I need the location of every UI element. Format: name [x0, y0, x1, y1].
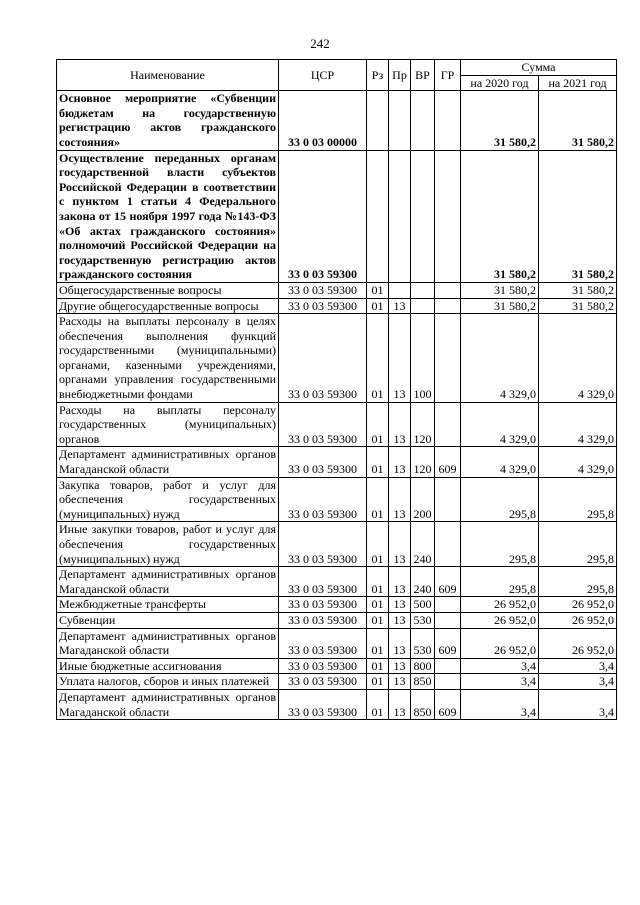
table-row [57, 567, 617, 597]
cell-vr [411, 282, 435, 298]
cell-gr: 609 [435, 447, 461, 477]
header-pr: Пр [389, 60, 411, 91]
cell-gr [435, 402, 461, 447]
cell-pr: 13 [389, 298, 411, 314]
cell-name: Расходы на выплаты персоналу в целях обеспечения выполнения функций государственными (муниципальными) органами, казенными учреждениями, органами управления государственными внебюджетными фондами [57, 314, 279, 403]
cell-csr: 33 0 03 59300 [279, 567, 367, 597]
table-row [57, 314, 617, 403]
cell-name: Уплата налогов, сборов и иных платежей [57, 674, 279, 690]
header-sum: Сумма [461, 60, 617, 76]
cell-gr [435, 522, 461, 567]
cell-pr: 13 [389, 522, 411, 567]
cell-pr: 13 [389, 447, 411, 477]
cell-name: Субвенции [57, 612, 279, 628]
table-row [57, 447, 617, 477]
table-row [57, 628, 617, 658]
cell-sum-2020: 31 580,2 [461, 298, 539, 314]
table-row [57, 612, 617, 628]
cell-name: Основное мероприятие «Субвенции бюджетам на государственную регистрацию актов гражданского состояния» [57, 91, 279, 150]
cell-csr: 33 0 03 59300 [279, 689, 367, 719]
cell-vr: 530 [411, 612, 435, 628]
cell-name: Департамент административных органов Магаданской области [57, 567, 279, 597]
cell-csr: 33 0 03 59300 [279, 658, 367, 674]
cell-pr: 13 [389, 628, 411, 658]
table-row [57, 402, 617, 447]
cell-csr: 33 0 03 00000 [279, 91, 367, 150]
table-row [57, 91, 617, 150]
cell-sum-2021: 26 952,0 [539, 628, 617, 658]
header-year-2021: на 2021 год [539, 75, 617, 91]
table-row [57, 282, 617, 298]
cell-sum-2020: 4 329,0 [461, 314, 539, 403]
cell-sum-2021: 295,8 [539, 522, 617, 567]
cell-rz: 01 [367, 282, 389, 298]
cell-name: Осуществление переданных органам государственной власти субъектов Российской Федерации в соответствии с пунктом 1 статьи 4 Федерального закона от 15 ноября 1997 года №143-ФЗ «Об актах гражданского состояния» полномочий Российской Федерации на государственную регистрацию актов гражданского состояния [57, 150, 279, 282]
cell-name: Межбюджетные трансферты [57, 597, 279, 613]
table-row [57, 477, 617, 522]
cell-rz: 01 [367, 597, 389, 613]
cell-name: Департамент административных органов Магаданской области [57, 689, 279, 719]
cell-sum-2021: 31 580,2 [539, 91, 617, 150]
cell-rz: 01 [367, 298, 389, 314]
cell-vr: 200 [411, 477, 435, 522]
cell-rz [367, 150, 389, 282]
cell-gr [435, 612, 461, 628]
cell-pr: 13 [389, 612, 411, 628]
cell-vr [411, 91, 435, 150]
cell-gr [435, 674, 461, 690]
cell-sum-2021: 4 329,0 [539, 447, 617, 477]
cell-rz: 01 [367, 658, 389, 674]
cell-sum-2020: 31 580,2 [461, 91, 539, 150]
cell-pr [389, 91, 411, 150]
cell-gr [435, 314, 461, 403]
cell-csr: 33 0 03 59300 [279, 612, 367, 628]
cell-sum-2021: 3,4 [539, 674, 617, 690]
cell-sum-2020: 31 580,2 [461, 150, 539, 282]
cell-csr: 33 0 03 59300 [279, 402, 367, 447]
cell-gr [435, 282, 461, 298]
cell-sum-2020: 26 952,0 [461, 612, 539, 628]
cell-name: Департамент административных органов Магаданской области [57, 628, 279, 658]
cell-rz: 01 [367, 314, 389, 403]
cell-pr: 13 [389, 314, 411, 403]
cell-vr: 240 [411, 567, 435, 597]
table-row [57, 597, 617, 613]
cell-sum-2021: 26 952,0 [539, 597, 617, 613]
cell-sum-2020: 295,8 [461, 477, 539, 522]
cell-sum-2021: 4 329,0 [539, 314, 617, 403]
cell-pr [389, 282, 411, 298]
cell-gr [435, 91, 461, 150]
cell-gr [435, 658, 461, 674]
cell-gr [435, 150, 461, 282]
cell-rz: 01 [367, 689, 389, 719]
table-row [57, 150, 617, 282]
cell-pr: 13 [389, 689, 411, 719]
cell-sum-2020: 4 329,0 [461, 402, 539, 447]
cell-sum-2021: 3,4 [539, 689, 617, 719]
cell-sum-2020: 26 952,0 [461, 628, 539, 658]
cell-rz: 01 [367, 477, 389, 522]
cell-csr: 33 0 03 59300 [279, 298, 367, 314]
cell-name: Иные закупки товаров, работ и услуг для обеспечения государственных (муниципальных) нужд [57, 522, 279, 567]
cell-sum-2020: 295,8 [461, 567, 539, 597]
cell-sum-2021: 31 580,2 [539, 298, 617, 314]
header-gr: ГР [435, 60, 461, 91]
cell-vr: 120 [411, 447, 435, 477]
table-row [57, 522, 617, 567]
cell-gr [435, 298, 461, 314]
cell-rz: 01 [367, 612, 389, 628]
table-row [57, 689, 617, 719]
cell-csr: 33 0 03 59300 [279, 282, 367, 298]
cell-rz: 01 [367, 567, 389, 597]
cell-sum-2020: 295,8 [461, 522, 539, 567]
cell-pr: 13 [389, 567, 411, 597]
table-body [57, 91, 617, 720]
cell-rz: 01 [367, 628, 389, 658]
cell-csr: 33 0 03 59300 [279, 522, 367, 567]
cell-vr [411, 150, 435, 282]
cell-sum-2021: 3,4 [539, 658, 617, 674]
cell-gr: 609 [435, 689, 461, 719]
header-year-2020: на 2020 год [461, 75, 539, 91]
cell-sum-2021: 31 580,2 [539, 150, 617, 282]
cell-pr: 13 [389, 402, 411, 447]
cell-sum-2020: 3,4 [461, 674, 539, 690]
table-header [57, 60, 617, 91]
header-name: Наименование [57, 60, 279, 91]
cell-name: Общегосударственные вопросы [57, 282, 279, 298]
cell-pr: 13 [389, 674, 411, 690]
header-vr: ВР [411, 60, 435, 91]
cell-vr [411, 298, 435, 314]
header-csr: ЦСР [279, 60, 367, 91]
cell-vr: 530 [411, 628, 435, 658]
cell-sum-2020: 4 329,0 [461, 447, 539, 477]
cell-sum-2021: 295,8 [539, 477, 617, 522]
cell-rz: 01 [367, 674, 389, 690]
cell-vr: 500 [411, 597, 435, 613]
cell-vr: 240 [411, 522, 435, 567]
cell-csr: 33 0 03 59300 [279, 674, 367, 690]
cell-rz: 01 [367, 522, 389, 567]
cell-sum-2021: 31 580,2 [539, 282, 617, 298]
cell-sum-2020: 26 952,0 [461, 597, 539, 613]
cell-csr: 33 0 03 59300 [279, 477, 367, 522]
cell-csr: 33 0 03 59300 [279, 597, 367, 613]
cell-pr [389, 150, 411, 282]
header-rz: Рз [367, 60, 389, 91]
cell-vr: 120 [411, 402, 435, 447]
cell-sum-2021: 295,8 [539, 567, 617, 597]
cell-sum-2020: 31 580,2 [461, 282, 539, 298]
cell-vr: 850 [411, 689, 435, 719]
cell-rz [367, 91, 389, 150]
table-row [57, 674, 617, 690]
cell-csr: 33 0 03 59300 [279, 628, 367, 658]
cell-gr [435, 597, 461, 613]
cell-rz: 01 [367, 447, 389, 477]
cell-gr: 609 [435, 567, 461, 597]
cell-rz: 01 [367, 402, 389, 447]
cell-pr: 13 [389, 658, 411, 674]
cell-vr: 100 [411, 314, 435, 403]
cell-gr [435, 477, 461, 522]
cell-pr: 13 [389, 597, 411, 613]
table-row [57, 658, 617, 674]
cell-name: Закупка товаров, работ и услуг для обеспечения государственных (муниципальных) нужд [57, 477, 279, 522]
cell-csr: 33 0 03 59300 [279, 314, 367, 403]
cell-sum-2020: 3,4 [461, 658, 539, 674]
cell-sum-2021: 26 952,0 [539, 612, 617, 628]
cell-name: Другие общегосударственные вопросы [57, 298, 279, 314]
cell-csr: 33 0 03 59300 [279, 150, 367, 282]
cell-name: Расходы на выплаты персоналу государственных (муниципальных) органов [57, 402, 279, 447]
page-number: 242 [310, 36, 330, 51]
cell-pr: 13 [389, 477, 411, 522]
table-row [57, 298, 617, 314]
cell-gr: 609 [435, 628, 461, 658]
budget-table [56, 59, 617, 720]
cell-vr: 800 [411, 658, 435, 674]
cell-sum-2020: 3,4 [461, 689, 539, 719]
cell-csr: 33 0 03 59300 [279, 447, 367, 477]
cell-vr: 850 [411, 674, 435, 690]
cell-sum-2021: 4 329,0 [539, 402, 617, 447]
cell-name: Иные бюджетные ассигнования [57, 658, 279, 674]
cell-name: Департамент административных органов Магаданской области [57, 447, 279, 477]
